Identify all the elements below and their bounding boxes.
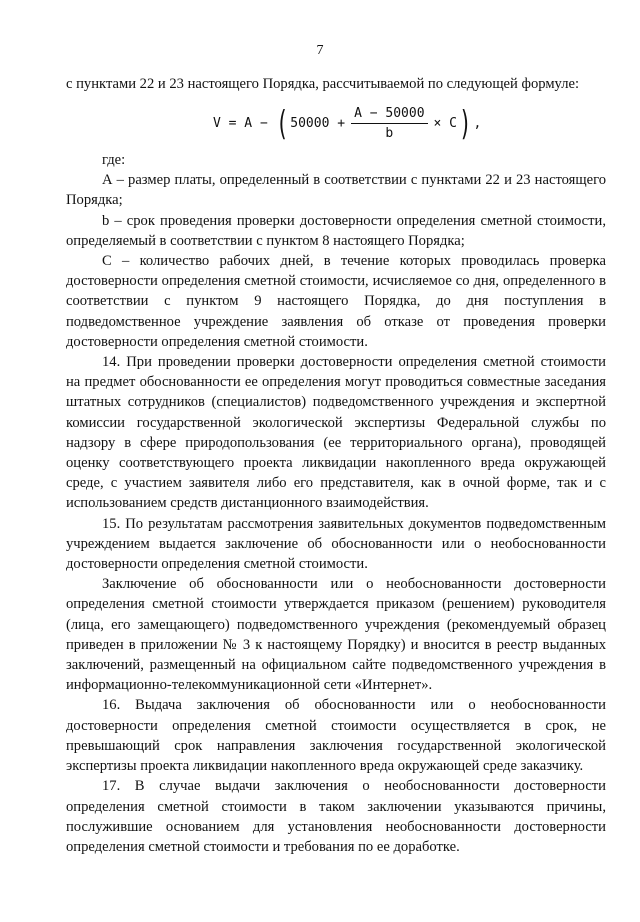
formula-trail: , — [473, 116, 482, 131]
definition-a: А – размер платы, определенный в соответствии с пунктами 22 и 23 настоящего Порядка; — [66, 172, 606, 209]
paragraph-15-conclusion: Заключение об обоснованности или о необоснованности достоверности определения сметной стоимости утверждается приказом (решением) руководителя (лица, его замещающего) подведомственного учреждения (рекомендуемый образец приведен в приложении № 3 к настоящему Порядку) и вносится в реестр выданных заключений, размещенный на официальном сайте подведомственного учреждения в информационно-телекоммуникационной сети «Интернет». — [66, 576, 606, 694]
formula-term1: 50000 + — [290, 116, 346, 131]
formula-fraction — [351, 106, 427, 141]
definition-c: С – количество рабочих дней, в течение которых проводилась проверка достоверности определения сметной стоимости, исчисляемое со дня, определенного в соответствии с пунктом 9 настоящего Порядка, до дня поступления в подведомственное учреждение заявления об отказе от проведения проверки достоверности определения сметной стоимости. — [66, 253, 606, 350]
formula-lhs: V = A − — [213, 116, 268, 131]
page-number: 7 — [316, 43, 324, 58]
formula-times: × C — [433, 116, 458, 131]
paragraph-17: 17. В случае выдачи заключения о необоснованности достоверности определения сметной стоимости в таком заключении указываются причины, послужившие основанием для установления необоснованности достоверности определения сметной стоимости и требования по ее доработке. — [66, 778, 606, 855]
intro-line — [66, 74, 606, 94]
where-label: где: — [102, 152, 126, 168]
definition-b: b – срок проведения проверки достоверности определения сметной стоимости, определяемый в соответствии с пунктом 8 настоящего Порядка; — [66, 212, 606, 249]
formula — [213, 103, 482, 144]
paragraph-14: 14. При проведении проверки достоверности определения сметной стоимости на предмет обоснованности ее определения могут проводиться совместные заседания штатных сотрудников (специалистов) подведомственного учреждения и экспертной комиссии государственной экологической экспертизы Федеральной службы по надзору в сфере природопользования (ее территориального органа), проводящей оценку соответствующего проекта ликвидации накопленного вреда окружающей среде, с участием заявителя либо его представителя, как в очной форме, так и с использованием средств дистанционного взаимодействия. — [66, 354, 606, 512]
formula-denominator: b — [385, 126, 394, 141]
paragraph-15: 15. По результатам рассмотрения заявительных документов подведомственным учреждением выдается заключение об обоснованности или о необоснованности достоверности определения сметной стоимости. — [66, 515, 606, 573]
document-body — [66, 150, 606, 857]
formula-open-paren: ( — [275, 103, 289, 144]
formula-numerator: A − 50000 — [351, 106, 427, 124]
paragraph-16: 16. Выдача заключения об обоснованности или о необоснованности достоверности определения сметной стоимости осуществляется в срок, не превышающий срок направления заключения государственной экологической экспертизы проекта ликвидации накопленного вреда окружающей среде заказчику. — [66, 697, 606, 775]
formula-close-paren: ) — [459, 103, 472, 144]
intro-text: с пунктами 22 и 23 настоящего Порядка, рассчитываемой по следующей формуле: — [66, 76, 580, 92]
